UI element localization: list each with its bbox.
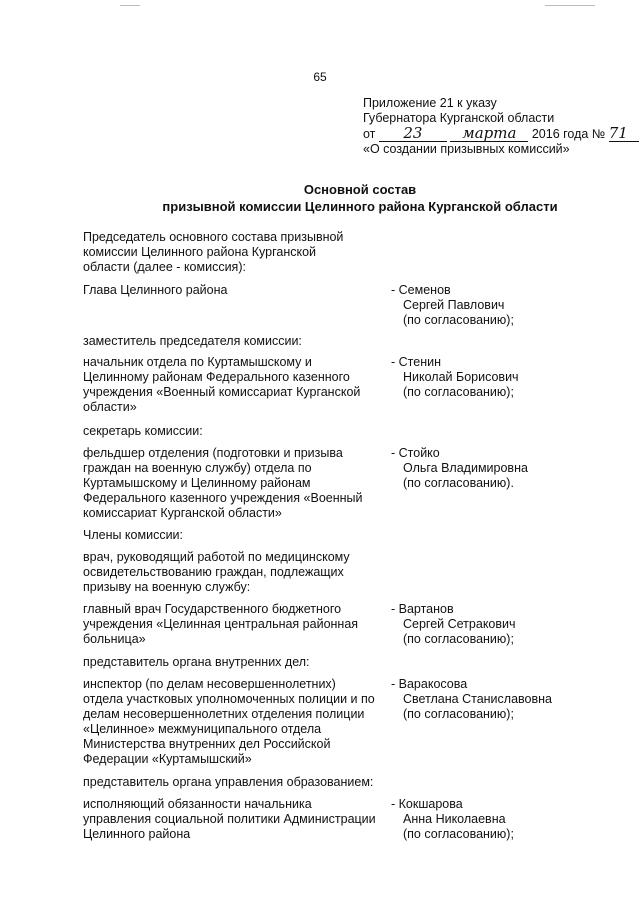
appendix-date-line: от 23 марта 2016 года № 71 — [363, 126, 633, 142]
member-role: фельдшер отделения (подготовки и призыва граждан на военную службу) отдела по Куртамышскому и Целинному районам Федерального казенного учреждения «Военный комиссариат Курганской области» — [83, 446, 363, 520]
member-name: - Варакосова Светлана Станиславовна (по согласованию); — [391, 677, 552, 721]
appendix-header — [363, 96, 633, 157]
scan-artifact — [120, 5, 140, 6]
handwritten-day: 23 — [379, 126, 447, 142]
appendix-line: Губернатора Курганской области — [363, 111, 555, 125]
member-role: главный врач Государственного бюджетного учреждения «Целинная центральная районная больница» — [83, 602, 359, 646]
member-name: - Кокшарова Анна Николаевна (по согласованию); — [391, 797, 514, 841]
document-title: Основной состав — [303, 182, 417, 197]
scan-artifact — [545, 5, 595, 6]
member-role: исполняющий обязанности начальника управления социальной политики Администрации Целинного района — [83, 797, 376, 841]
member-name: - Стойко Ольга Владимировна (по согласованию). — [391, 446, 528, 490]
member-name: - Вартанов Сергей Сетракович (по согласованию); — [391, 602, 516, 646]
appendix-line: «О создании призывных комиссий» — [363, 142, 570, 156]
member-name: - Стенин Николай Борисович (по согласованию); — [391, 355, 519, 399]
handwritten-number: 71 — [609, 126, 639, 142]
member-role: Глава Целинного района — [83, 283, 228, 297]
document-subtitle: призывной комиссии Целинного района Курганской области — [162, 199, 558, 214]
member-role: начальник отдела по Куртамышскому и Целинному районам Федерального казенного учреждения «Военный комиссариат Курганской области» — [83, 355, 361, 414]
member-name: - Семенов Сергей Павлович (по согласованию); — [391, 283, 514, 327]
page-number: 65 — [313, 70, 327, 84]
handwritten-month: марта — [450, 126, 528, 142]
appendix-line: Приложение 21 к указу — [363, 96, 497, 110]
member-role: инспектор (по делам несовершеннолетних) отдела участковых уполномоченных полиции и по делам несовершеннолетних отделения полиции «Целинное» межмуниципального отдела Министерства внутренних дел Российской Федерации «Куртамышский» — [83, 677, 375, 766]
